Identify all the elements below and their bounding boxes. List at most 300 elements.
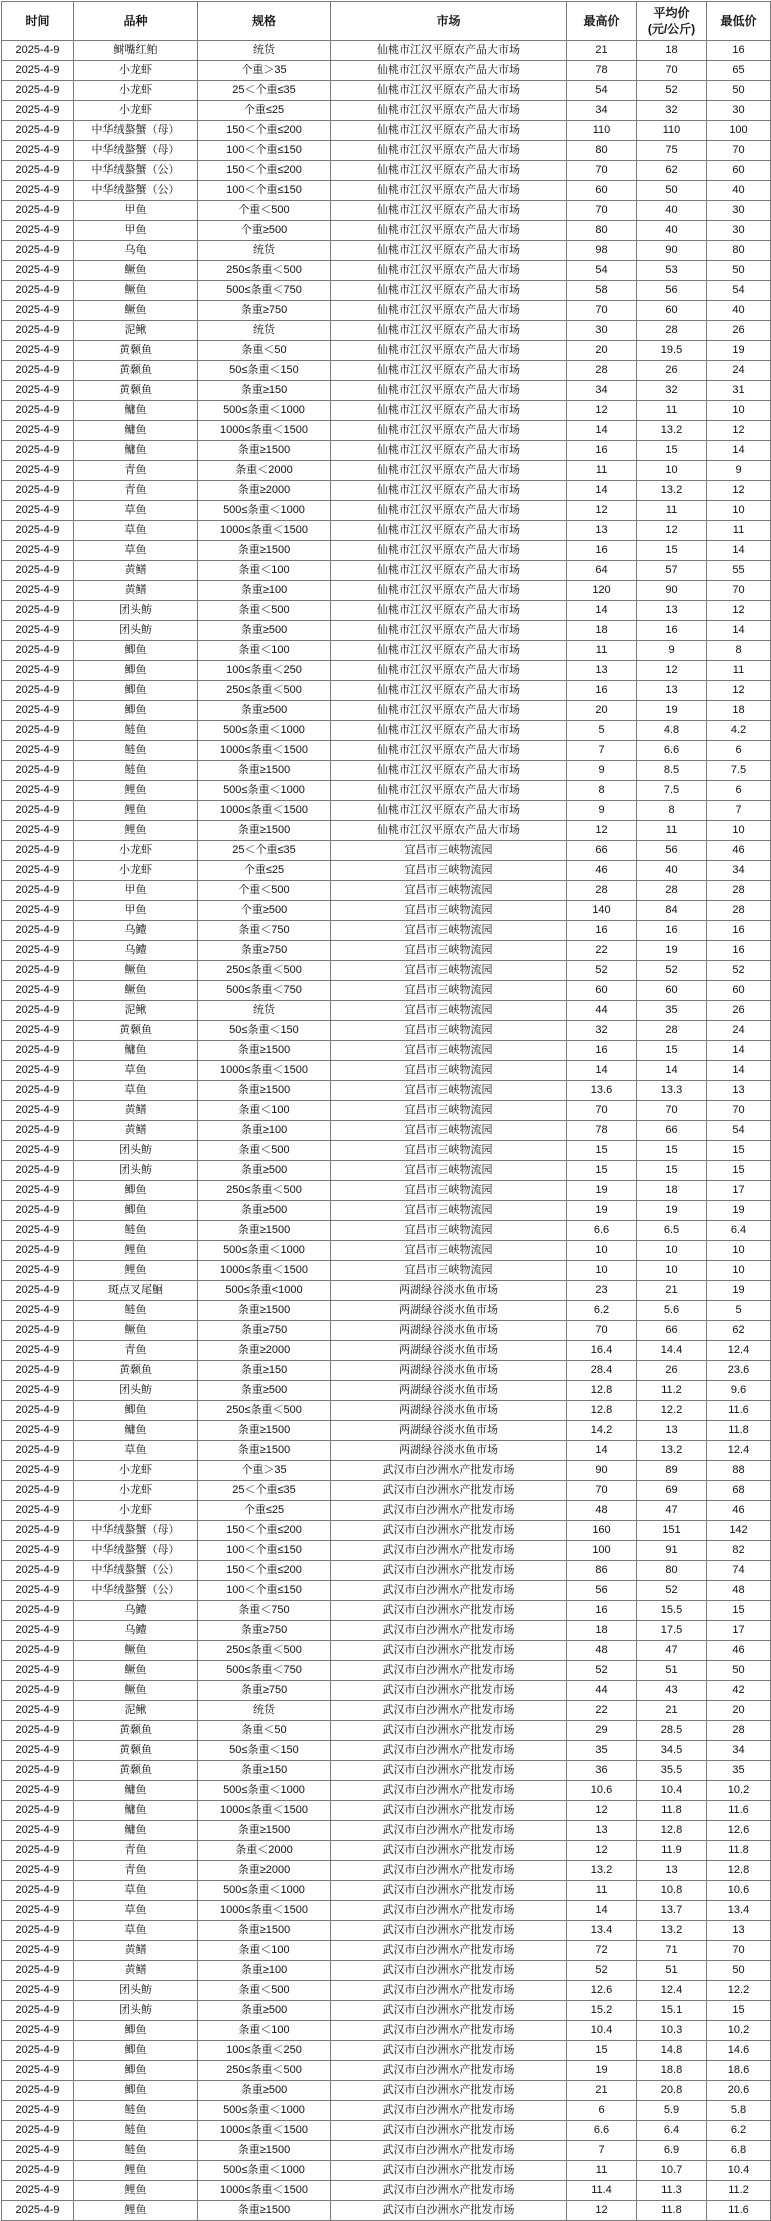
cell-low: 54 <box>707 281 771 301</box>
cell-low: 13 <box>707 1081 771 1101</box>
cell-date: 2025-4-9 <box>2 1441 74 1461</box>
cell-low: 13.4 <box>707 1901 771 1921</box>
cell-variety: 黄鳝 <box>74 561 198 581</box>
cell-date: 2025-4-9 <box>2 441 74 461</box>
cell-date: 2025-4-9 <box>2 321 74 341</box>
cell-high: 58 <box>567 281 637 301</box>
cell-spec: 条重≥1500 <box>198 1421 331 1441</box>
cell-high: 52 <box>567 961 637 981</box>
cell-low: 7.5 <box>707 761 771 781</box>
cell-high: 5 <box>567 721 637 741</box>
cell-market: 仙桃市江汉平原农产品大市场 <box>331 201 567 221</box>
cell-avg: 15 <box>637 1141 707 1161</box>
cell-variety: 黄颡鱼 <box>74 1761 198 1781</box>
cell-low: 28 <box>707 1721 771 1741</box>
table-body <box>2 41 771 2221</box>
cell-variety: 乌鳢 <box>74 921 198 941</box>
cell-high: 11.4 <box>567 2181 637 2201</box>
cell-market: 仙桃市江汉平原农产品大市场 <box>331 221 567 241</box>
cell-market: 宜昌市三峡物流园 <box>331 1061 567 1081</box>
cell-high: 70 <box>567 1101 637 1121</box>
cell-high: 70 <box>567 201 637 221</box>
cell-avg: 21 <box>637 1281 707 1301</box>
cell-market: 宜昌市三峡物流园 <box>331 981 567 1001</box>
table-row <box>2 321 771 341</box>
cell-market: 宜昌市三峡物流园 <box>331 1161 567 1181</box>
cell-variety: 草鱼 <box>74 1441 198 1461</box>
cell-avg: 13.7 <box>637 1901 707 1921</box>
cell-avg: 32 <box>637 101 707 121</box>
cell-spec: 50≤条重＜150 <box>198 1021 331 1041</box>
cell-high: 16.4 <box>567 1341 637 1361</box>
cell-spec: 条重≥1500 <box>198 1921 331 1941</box>
cell-spec: 个重≤25 <box>198 1501 331 1521</box>
table-row <box>2 1521 771 1541</box>
table-row <box>2 81 771 101</box>
cell-spec: 250≤条重＜500 <box>198 261 331 281</box>
cell-variety: 鳜鱼 <box>74 261 198 281</box>
cell-avg: 11 <box>637 401 707 421</box>
cell-market: 宜昌市三峡物流园 <box>331 861 567 881</box>
cell-spec: 1000≤条重＜1500 <box>198 801 331 821</box>
cell-market: 武汉市白沙洲水产批发市场 <box>331 2081 567 2101</box>
cell-avg: 4.8 <box>637 721 707 741</box>
cell-market: 武汉市白沙洲水产批发市场 <box>331 1881 567 1901</box>
cell-high: 28 <box>567 361 637 381</box>
cell-high: 14 <box>567 1441 637 1461</box>
cell-avg: 84 <box>637 901 707 921</box>
cell-variety: 中华绒螯蟹（公） <box>74 161 198 181</box>
cell-high: 14 <box>567 601 637 621</box>
cell-variety: 鲫鱼 <box>74 661 198 681</box>
cell-avg: 11.8 <box>637 1801 707 1821</box>
table-row <box>2 461 771 481</box>
cell-spec: 500≤条重＜750 <box>198 981 331 1001</box>
cell-low: 4.2 <box>707 721 771 741</box>
cell-avg: 12 <box>637 521 707 541</box>
cell-low: 20.6 <box>707 2081 771 2101</box>
cell-date: 2025-4-9 <box>2 521 74 541</box>
cell-high: 80 <box>567 221 637 241</box>
cell-high: 13 <box>567 661 637 681</box>
cell-market: 宜昌市三峡物流园 <box>331 1261 567 1281</box>
cell-low: 17 <box>707 1181 771 1201</box>
cell-market: 两湖绿谷淡水鱼市场 <box>331 1361 567 1381</box>
cell-variety: 黄鳝 <box>74 581 198 601</box>
cell-low: 10 <box>707 1241 771 1261</box>
table-row <box>2 1921 771 1941</box>
cell-market: 仙桃市江汉平原农产品大市场 <box>331 461 567 481</box>
cell-date: 2025-4-9 <box>2 1681 74 1701</box>
cell-variety: 鳙鱼 <box>74 1421 198 1441</box>
cell-spec: 100＜个重≤150 <box>198 181 331 201</box>
table-row <box>2 141 771 161</box>
cell-variety: 青鱼 <box>74 1341 198 1361</box>
cell-date: 2025-4-9 <box>2 1021 74 1041</box>
cell-spec: 500≤条重<1000 <box>198 1281 331 1301</box>
cell-low: 12.8 <box>707 1861 771 1881</box>
cell-spec: 250≤条重＜500 <box>198 1641 331 1661</box>
cell-date: 2025-4-9 <box>2 1621 74 1641</box>
cell-date: 2025-4-9 <box>2 2101 74 2121</box>
cell-market: 仙桃市江汉平原农产品大市场 <box>331 501 567 521</box>
cell-date: 2025-4-9 <box>2 1421 74 1441</box>
cell-high: 18 <box>567 1621 637 1641</box>
cell-low: 14 <box>707 541 771 561</box>
table-row <box>2 1061 771 1081</box>
cell-low: 10.2 <box>707 1781 771 1801</box>
table-row <box>2 1641 771 1661</box>
cell-low: 46 <box>707 1641 771 1661</box>
cell-market: 仙桃市江汉平原农产品大市场 <box>331 641 567 661</box>
cell-high: 110 <box>567 121 637 141</box>
cell-spec: 条重＜750 <box>198 921 331 941</box>
table-row <box>2 481 771 501</box>
cell-spec: 100≤条重＜250 <box>198 661 331 681</box>
cell-low: 70 <box>707 581 771 601</box>
table-row <box>2 61 771 81</box>
cell-high: 13.2 <box>567 1861 637 1881</box>
cell-spec: 条重≥1500 <box>198 821 331 841</box>
cell-high: 15.2 <box>567 2001 637 2021</box>
cell-variety: 中华绒螯蟹（母） <box>74 121 198 141</box>
cell-date: 2025-4-9 <box>2 401 74 421</box>
cell-date: 2025-4-9 <box>2 1341 74 1361</box>
cell-spec: 250≤条重＜500 <box>198 2061 331 2081</box>
cell-avg: 53 <box>637 261 707 281</box>
cell-avg: 75 <box>637 141 707 161</box>
cell-date: 2025-4-9 <box>2 1201 74 1221</box>
header-market: 市场 <box>331 2 567 41</box>
cell-low: 11.6 <box>707 2201 771 2221</box>
cell-avg: 11.9 <box>637 1841 707 1861</box>
cell-spec: 条重≥1500 <box>198 1221 331 1241</box>
cell-high: 22 <box>567 1701 637 1721</box>
cell-avg: 5.6 <box>637 1301 707 1321</box>
table-row <box>2 941 771 961</box>
cell-market: 两湖绿谷淡水鱼市场 <box>331 1381 567 1401</box>
cell-spec: 条重≥500 <box>198 2081 331 2101</box>
cell-high: 12.6 <box>567 1981 637 2001</box>
cell-low: 50 <box>707 261 771 281</box>
cell-variety: 中华绒螯蟹（母） <box>74 1541 198 1561</box>
cell-date: 2025-4-9 <box>2 821 74 841</box>
cell-variety: 乌龟 <box>74 241 198 261</box>
cell-avg: 52 <box>637 81 707 101</box>
cell-variety: 小龙虾 <box>74 1481 198 1501</box>
cell-variety: 斑点叉尾鮰 <box>74 1281 198 1301</box>
header-avg-label: 平均价 <box>653 6 690 20</box>
cell-high: 10 <box>567 1261 637 1281</box>
table-row <box>2 501 771 521</box>
cell-high: 11 <box>567 2161 637 2181</box>
cell-variety: 鳜鱼 <box>74 961 198 981</box>
cell-high: 15 <box>567 2041 637 2061</box>
table-row <box>2 1981 771 2001</box>
cell-market: 仙桃市江汉平原农产品大市场 <box>331 421 567 441</box>
cell-high: 29 <box>567 1721 637 1741</box>
cell-date: 2025-4-9 <box>2 861 74 881</box>
cell-variety: 黄颡鱼 <box>74 1741 198 1761</box>
cell-avg: 14 <box>637 1061 707 1081</box>
cell-market: 武汉市白沙洲水产批发市场 <box>331 2181 567 2201</box>
cell-avg: 110 <box>637 121 707 141</box>
cell-variety: 鲫鱼 <box>74 2061 198 2081</box>
cell-market: 武汉市白沙洲水产批发市场 <box>331 2041 567 2061</box>
cell-variety: 黄颡鱼 <box>74 1361 198 1381</box>
cell-high: 12 <box>567 501 637 521</box>
cell-spec: 250≤条重＜500 <box>198 1181 331 1201</box>
cell-date: 2025-4-9 <box>2 2201 74 2221</box>
cell-date: 2025-4-9 <box>2 1721 74 1741</box>
cell-variety: 小龙虾 <box>74 61 198 81</box>
cell-high: 12 <box>567 821 637 841</box>
cell-low: 34 <box>707 1741 771 1761</box>
cell-market: 武汉市白沙洲水产批发市场 <box>331 1921 567 1941</box>
cell-variety: 鳙鱼 <box>74 1781 198 1801</box>
cell-low: 54 <box>707 1121 771 1141</box>
cell-market: 仙桃市江汉平原农产品大市场 <box>331 741 567 761</box>
cell-market: 仙桃市江汉平原农产品大市场 <box>331 61 567 81</box>
table-row <box>2 1401 771 1421</box>
cell-avg: 15 <box>637 1041 707 1061</box>
table-row <box>2 401 771 421</box>
cell-low: 55 <box>707 561 771 581</box>
cell-low: 30 <box>707 201 771 221</box>
cell-low: 15 <box>707 1141 771 1161</box>
table-row <box>2 961 771 981</box>
cell-avg: 13.3 <box>637 1081 707 1101</box>
cell-spec: 500≤条重＜1000 <box>198 401 331 421</box>
cell-market: 仙桃市江汉平原农产品大市场 <box>331 441 567 461</box>
table-row <box>2 1101 771 1121</box>
cell-high: 70 <box>567 1481 637 1501</box>
cell-market: 仙桃市江汉平原农产品大市场 <box>331 681 567 701</box>
cell-low: 60 <box>707 161 771 181</box>
cell-market: 仙桃市江汉平原农产品大市场 <box>331 521 567 541</box>
header-variety: 品种 <box>74 2 198 41</box>
table-row <box>2 881 771 901</box>
table-row <box>2 1441 771 1461</box>
cell-market: 武汉市白沙洲水产批发市场 <box>331 1461 567 1481</box>
cell-variety: 草鱼 <box>74 1921 198 1941</box>
cell-high: 98 <box>567 241 637 261</box>
cell-avg: 28.5 <box>637 1721 707 1741</box>
cell-variety: 鳙鱼 <box>74 441 198 461</box>
cell-avg: 10.8 <box>637 1881 707 1901</box>
table-row <box>2 41 771 61</box>
cell-high: 16 <box>567 441 637 461</box>
cell-date: 2025-4-9 <box>2 1581 74 1601</box>
cell-spec: 条重≥500 <box>198 621 331 641</box>
cell-date: 2025-4-9 <box>2 381 74 401</box>
cell-market: 武汉市白沙洲水产批发市场 <box>331 2161 567 2181</box>
cell-low: 19 <box>707 1281 771 1301</box>
cell-low: 8 <box>707 641 771 661</box>
cell-variety: 鲥嘴红鲌 <box>74 41 198 61</box>
cell-market: 武汉市白沙洲水产批发市场 <box>331 1541 567 1561</box>
cell-avg: 35.5 <box>637 1761 707 1781</box>
cell-high: 10.6 <box>567 1781 637 1801</box>
cell-spec: 条重＜500 <box>198 1981 331 2001</box>
cell-spec: 条重≥500 <box>198 1161 331 1181</box>
cell-low: 50 <box>707 81 771 101</box>
cell-avg: 26 <box>637 1361 707 1381</box>
cell-low: 5 <box>707 1301 771 1321</box>
cell-spec: 统货 <box>198 321 331 341</box>
cell-low: 14 <box>707 1041 771 1061</box>
cell-variety: 小龙虾 <box>74 861 198 881</box>
cell-high: 44 <box>567 1001 637 1021</box>
cell-date: 2025-4-9 <box>2 641 74 661</box>
cell-high: 14 <box>567 1061 637 1081</box>
cell-low: 11.6 <box>707 1401 771 1421</box>
table-row <box>2 1581 771 1601</box>
cell-avg: 80 <box>637 1561 707 1581</box>
cell-low: 6.2 <box>707 2121 771 2141</box>
cell-date: 2025-4-9 <box>2 741 74 761</box>
cell-low: 30 <box>707 221 771 241</box>
cell-low: 5.8 <box>707 2101 771 2121</box>
cell-date: 2025-4-9 <box>2 2161 74 2181</box>
cell-low: 40 <box>707 301 771 321</box>
cell-date: 2025-4-9 <box>2 1481 74 1501</box>
cell-avg: 13.2 <box>637 481 707 501</box>
cell-high: 12 <box>567 2201 637 2221</box>
cell-date: 2025-4-9 <box>2 1261 74 1281</box>
cell-spec: 50≤条重＜150 <box>198 361 331 381</box>
cell-date: 2025-4-9 <box>2 481 74 501</box>
cell-date: 2025-4-9 <box>2 901 74 921</box>
cell-variety: 黄鳝 <box>74 1941 198 1961</box>
cell-avg: 10 <box>637 1241 707 1261</box>
cell-high: 15 <box>567 1141 637 1161</box>
cell-date: 2025-4-9 <box>2 1281 74 1301</box>
cell-market: 仙桃市江汉平原农产品大市场 <box>331 721 567 741</box>
cell-market: 武汉市白沙洲水产批发市场 <box>331 1781 567 1801</box>
cell-variety: 团头鲂 <box>74 621 198 641</box>
cell-market: 武汉市白沙洲水产批发市场 <box>331 1621 567 1641</box>
cell-avg: 32 <box>637 381 707 401</box>
cell-spec: 500≤条重＜1000 <box>198 781 331 801</box>
table-row <box>2 241 771 261</box>
cell-date: 2025-4-9 <box>2 221 74 241</box>
cell-market: 仙桃市江汉平原农产品大市场 <box>331 541 567 561</box>
cell-variety: 小龙虾 <box>74 1461 198 1481</box>
cell-market: 仙桃市江汉平原农产品大市场 <box>331 301 567 321</box>
cell-low: 11 <box>707 661 771 681</box>
cell-variety: 甲鱼 <box>74 881 198 901</box>
cell-spec: 条重≥1500 <box>198 761 331 781</box>
cell-market: 仙桃市江汉平原农产品大市场 <box>331 241 567 261</box>
cell-low: 12 <box>707 681 771 701</box>
table-row <box>2 2121 771 2141</box>
cell-market: 武汉市白沙洲水产批发市场 <box>331 1601 567 1621</box>
cell-high: 72 <box>567 1941 637 1961</box>
cell-high: 86 <box>567 1561 637 1581</box>
cell-market: 仙桃市江汉平原农产品大市场 <box>331 621 567 641</box>
cell-date: 2025-4-9 <box>2 1641 74 1661</box>
cell-date: 2025-4-9 <box>2 2121 74 2141</box>
cell-market: 宜昌市三峡物流园 <box>331 1021 567 1041</box>
cell-market: 仙桃市江汉平原农产品大市场 <box>331 821 567 841</box>
cell-avg: 28 <box>637 1021 707 1041</box>
cell-spec: 500≤条重＜1000 <box>198 501 331 521</box>
cell-variety: 小龙虾 <box>74 101 198 121</box>
cell-high: 13.6 <box>567 1081 637 1101</box>
cell-low: 52 <box>707 961 771 981</box>
cell-high: 54 <box>567 81 637 101</box>
cell-avg: 6.9 <box>637 2141 707 2161</box>
cell-spec: 150＜个重≤200 <box>198 161 331 181</box>
table-row <box>2 1081 771 1101</box>
cell-low: 82 <box>707 1541 771 1561</box>
cell-date: 2025-4-9 <box>2 561 74 581</box>
table-row <box>2 1281 771 1301</box>
cell-avg: 15.1 <box>637 2001 707 2021</box>
cell-avg: 19 <box>637 1201 707 1221</box>
cell-low: 18 <box>707 701 771 721</box>
table-row <box>2 361 771 381</box>
cell-variety: 黄鳝 <box>74 1101 198 1121</box>
cell-variety: 草鱼 <box>74 541 198 561</box>
cell-variety: 鳙鱼 <box>74 1821 198 1841</box>
cell-variety: 泥鳅 <box>74 321 198 341</box>
cell-avg: 11 <box>637 821 707 841</box>
cell-variety: 鲫鱼 <box>74 2021 198 2041</box>
cell-high: 16 <box>567 1041 637 1061</box>
cell-spec: 1000≤条重＜1500 <box>198 1261 331 1281</box>
table-row <box>2 2201 771 2221</box>
cell-variety: 鲤鱼 <box>74 821 198 841</box>
cell-variety: 鳙鱼 <box>74 1041 198 1061</box>
table-row <box>2 381 771 401</box>
cell-high: 60 <box>567 181 637 201</box>
table-row <box>2 1661 771 1681</box>
cell-low: 11.8 <box>707 1421 771 1441</box>
cell-spec: 统货 <box>198 1001 331 1021</box>
cell-avg: 91 <box>637 1541 707 1561</box>
table-row <box>2 861 771 881</box>
cell-date: 2025-4-9 <box>2 201 74 221</box>
cell-market: 仙桃市江汉平原农产品大市场 <box>331 141 567 161</box>
cell-variety: 鳙鱼 <box>74 1801 198 1821</box>
cell-low: 10 <box>707 821 771 841</box>
table-row <box>2 1941 771 1961</box>
cell-spec: 条重≥750 <box>198 1321 331 1341</box>
cell-high: 64 <box>567 561 637 581</box>
cell-date: 2025-4-9 <box>2 1961 74 1981</box>
cell-variety: 中华绒螯蟹（母） <box>74 1521 198 1541</box>
cell-market: 宜昌市三峡物流园 <box>331 901 567 921</box>
cell-date: 2025-4-9 <box>2 161 74 181</box>
cell-date: 2025-4-9 <box>2 2141 74 2161</box>
cell-high: 9 <box>567 761 637 781</box>
cell-date: 2025-4-9 <box>2 621 74 641</box>
cell-market: 仙桃市江汉平原农产品大市场 <box>331 121 567 141</box>
cell-spec: 条重≥500 <box>198 2001 331 2021</box>
cell-avg: 14.4 <box>637 1341 707 1361</box>
cell-high: 14 <box>567 421 637 441</box>
cell-avg: 19 <box>637 941 707 961</box>
table-row <box>2 821 771 841</box>
cell-avg: 9 <box>637 641 707 661</box>
cell-low: 6 <box>707 781 771 801</box>
cell-avg: 13 <box>637 1861 707 1881</box>
cell-avg: 70 <box>637 61 707 81</box>
cell-variety: 草鱼 <box>74 1881 198 1901</box>
cell-variety: 鳜鱼 <box>74 981 198 1001</box>
